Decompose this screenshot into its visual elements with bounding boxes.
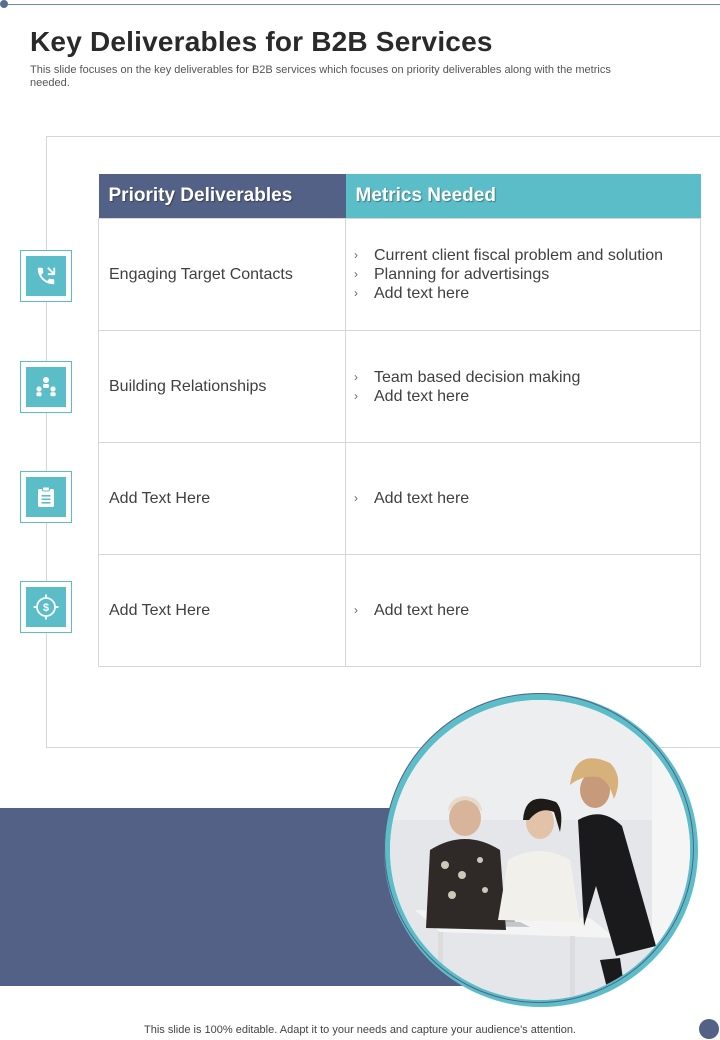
metrics-list <box>354 368 699 406</box>
row-icon-box <box>20 250 72 302</box>
metrics-cell <box>346 443 701 555</box>
clipboard-icon <box>26 477 66 517</box>
table-row <box>99 555 701 667</box>
metrics-cell <box>346 555 701 667</box>
metric-item: › Add text here <box>354 489 699 508</box>
team-photo <box>390 700 690 1000</box>
deliverables-table <box>98 174 701 667</box>
top-dot <box>0 0 8 8</box>
metrics-cell <box>346 331 701 443</box>
phone-icon <box>26 256 66 296</box>
metric-item: › Current client fiscal problem and solution <box>354 246 699 265</box>
metrics-cell <box>346 219 701 331</box>
metrics-list <box>354 601 699 620</box>
metrics-list <box>354 489 699 508</box>
metric-item: › Team based decision making <box>354 368 699 387</box>
deliverable-cell: Add Text Here <box>99 555 346 667</box>
metric-item: › Add text here <box>354 601 699 620</box>
row-icon-box <box>20 581 72 633</box>
deliverable-cell: Add Text Here <box>99 443 346 555</box>
svg-text:$: $ <box>42 602 50 615</box>
table-header-row <box>99 174 701 219</box>
table-row <box>99 219 701 331</box>
page-subtitle: This slide focuses on the key deliverables for B2B services which focuses on priority deliverables along with the metrics needed. <box>30 64 611 89</box>
deliverable-cell: Engaging Target Contacts <box>99 219 346 331</box>
dollar-target-icon <box>26 587 66 627</box>
people-network-icon <box>26 367 66 407</box>
page-title: Key Deliverables for B2B Services <box>30 26 493 57</box>
metric-item: › Planning for advertisings <box>354 265 699 284</box>
bottom-dot <box>699 1019 719 1039</box>
metric-item: › Add text here <box>354 387 699 406</box>
metrics-list <box>354 246 699 303</box>
row-icon-box <box>20 471 72 523</box>
table-row <box>99 331 701 443</box>
metric-item: › Add text here <box>354 284 699 303</box>
table-row <box>99 443 701 555</box>
header-metrics-needed: Metrics Needed <box>346 174 701 219</box>
row-icon-box <box>20 361 72 413</box>
top-rule <box>4 4 720 5</box>
deliverable-cell: Building Relationships <box>99 331 346 443</box>
header-priority-deliverables: Priority Deliverables <box>99 174 346 219</box>
footer-note: This slide is 100% editable. Adapt it to your needs and capture your audience's attention. <box>144 1024 576 1036</box>
